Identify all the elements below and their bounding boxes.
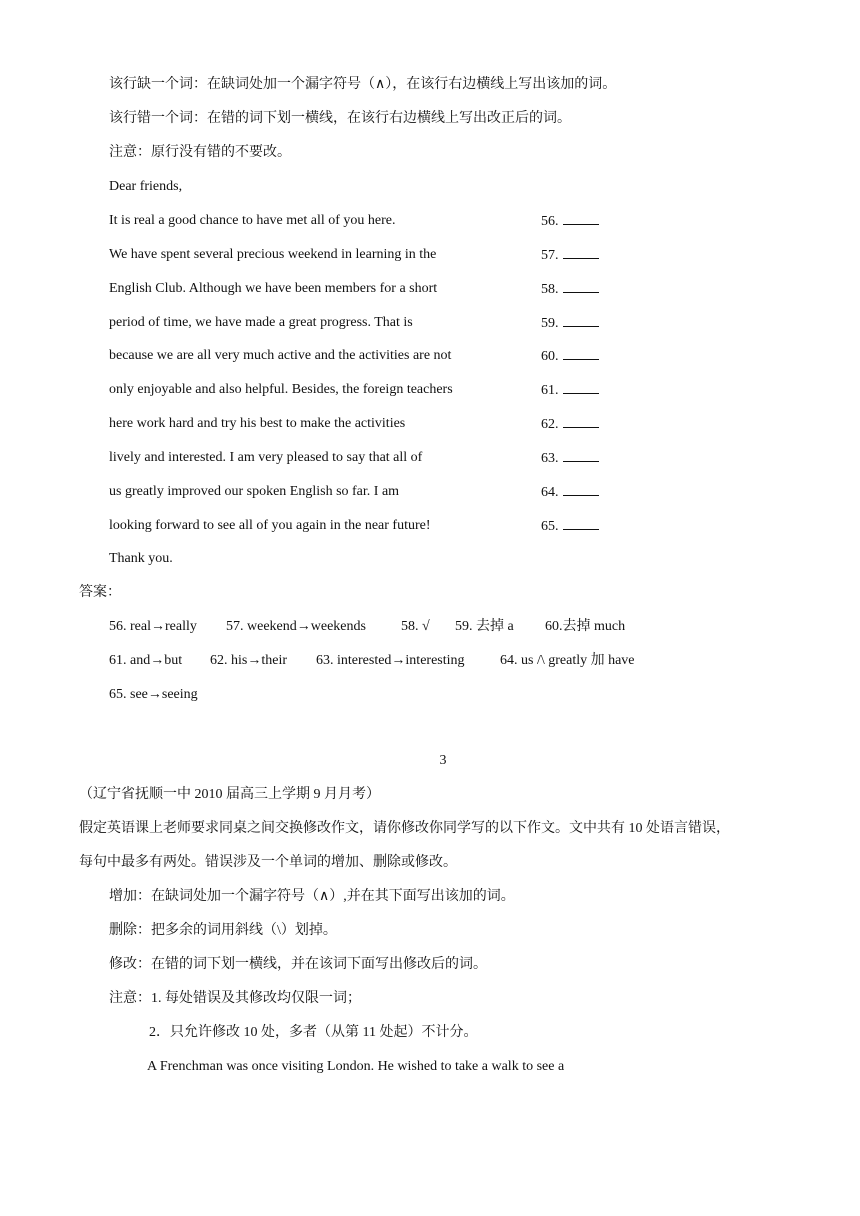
slot-number: 65. [541, 519, 559, 534]
answer-item: 63. interested→interesting [316, 653, 465, 668]
answer-item: 65. see→seeing [109, 687, 198, 702]
answer-item: 64. us /\ greatly 加 have [500, 653, 635, 668]
answer-item: 59. 去掉 a [455, 619, 514, 634]
answer-slot [541, 246, 599, 265]
letter-line: looking forward to see all of you again in the near future! [109, 518, 431, 533]
answer-blank [563, 517, 599, 530]
answer-slot [541, 449, 599, 468]
answer-slot [541, 280, 599, 299]
answer-slot [541, 314, 599, 333]
answer-item: 61. and→but [109, 653, 183, 668]
answer-blank [563, 246, 599, 259]
answer-blank [563, 449, 599, 462]
answer-slot [541, 483, 599, 502]
letter-line: us greatly improved our spoken English so far. I am [109, 484, 400, 499]
slot-number: 64. [541, 485, 559, 500]
answer-blank [563, 415, 599, 428]
answer-item: 58. √ [401, 619, 430, 634]
slot-number: 58. [541, 282, 559, 297]
letter-line: only enjoyable and also helpful. Besides, the foreign teachers [109, 382, 453, 397]
answer-slot [541, 347, 599, 366]
answer-item: 60.去掉 much [545, 619, 626, 634]
slot-number: 60. [541, 349, 559, 364]
answer-slot [541, 517, 599, 536]
note-1: 注意：1. 每处错误及其修改均仅限一词； [109, 991, 361, 1006]
instruction-missing-word: 该行缺一个词：在缺词处加一个漏字符号（∧），在该行右边横线上写出该加的词。 [109, 77, 617, 92]
answers-label: 答案： [79, 585, 121, 600]
answer-blank [563, 347, 599, 360]
rule-add: 增加：在缺词处加一个漏字符号（∧）,并在其下面写出该加的词。 [109, 889, 515, 904]
letter-line: because we are all very much active and the activities are not [109, 348, 452, 363]
letter-line: We have spent several precious weekend in learning in the [109, 247, 437, 262]
section-source: （辽宁省抚顺一中 2010 届高三上学期 9 月月考） [79, 787, 380, 802]
letter-closing: Thank you. [109, 551, 173, 566]
rule-delete: 删除：把多余的词用斜线（\）划掉。 [109, 923, 337, 938]
letter-line: period of time, we have made a great progress. That is [109, 315, 413, 330]
letter-line: here work hard and try his best to make the activities [109, 416, 406, 431]
slot-number: 59. [541, 316, 559, 331]
answer-slot [541, 415, 599, 434]
letter-line: It is real a good chance to have met all of you here. [109, 213, 396, 228]
slot-number: 56. [541, 214, 559, 229]
slot-number: 61. [541, 383, 559, 398]
section-intro-line: 每句中最多有两处。错误涉及一个单词的增加、删除或修改。 [79, 855, 457, 870]
note-2: 2．只允许修改 10 处，多者（从第 11 处起）不计分。 [149, 1025, 478, 1040]
answer-blank [563, 280, 599, 293]
answer-item: 56. real→really [109, 619, 197, 634]
slot-number: 62. [541, 417, 559, 432]
section-intro-line: 假定英语课上老师要求同桌之间交换修改作文，请你修改你同学写的以下作文。文中共有 10 处语言错误， [79, 821, 730, 836]
letter-salutation: Dear friends, [109, 179, 183, 194]
rule-modify: 修改：在错的词下划一横线，并在该词下面写出修改后的词。 [109, 957, 487, 972]
answer-blank [563, 381, 599, 394]
letter-line: English Club. Although we have been members for a short [109, 281, 438, 296]
answer-blank [563, 212, 599, 225]
answer-blank [563, 314, 599, 327]
instruction-wrong-word: 该行错一个词：在错的词下划一横线，在该行右边横线上写出改正后的词。 [109, 111, 571, 126]
answer-item: 57. weekend→weekends [226, 619, 366, 634]
instruction-note: 注意：原行没有错的不要改。 [109, 145, 291, 160]
slot-number: 63. [541, 451, 559, 466]
slot-number: 57. [541, 248, 559, 263]
answer-slot [541, 212, 599, 231]
answer-slot [541, 381, 599, 400]
passage-line: A Frenchman was once visiting London. He wished to take a walk to see a [147, 1059, 565, 1074]
letter-line: lively and interested. I am very pleased to say that all of [109, 450, 423, 465]
page-number: 3 [439, 753, 447, 768]
answer-item: 62. his→their [210, 653, 287, 668]
answer-blank [563, 483, 599, 496]
